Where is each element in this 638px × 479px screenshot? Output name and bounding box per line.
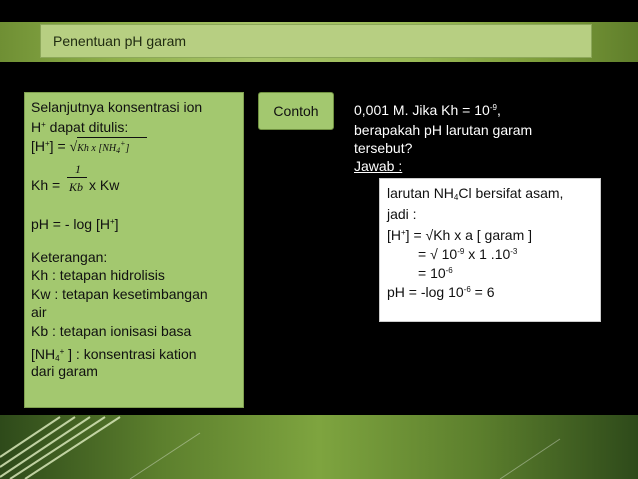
kh-suffix: x Kw (89, 177, 120, 193)
fraction-bar (67, 177, 87, 178)
question-line-2: berapakah pH larutan garam (354, 122, 533, 138)
nh4-definition: [$NH_4^+$ ] : konsentrasi kation (31, 346, 197, 363)
kh-definition: Kh : tetapan hidrolisis (31, 267, 165, 283)
sqrt-overline (77, 137, 147, 138)
kw-definition-2: air (31, 304, 47, 320)
definition-panel (24, 92, 244, 408)
answer-line-3: [H+] = √Kh x a [ garam ] (387, 227, 533, 243)
kh-denominator: Kb (69, 180, 84, 194)
kw-definition: Kw : tetapan kesetimbangan (31, 286, 208, 302)
title-box (40, 24, 592, 58)
contoh-button[interactable]: Contoh (258, 92, 334, 130)
sqrt-symbol-icon: √ (69, 140, 78, 155)
h-formula-line: [H+] = √Kh x $[NH_4^+]$ (31, 138, 130, 155)
question-line-3: tersebut? (354, 140, 413, 156)
page-title: Penentuan pH garam (53, 33, 187, 49)
kb-definition: Kb : tetapan ionisasi basa (31, 323, 192, 339)
jawab-label: Jawab : (354, 158, 403, 174)
kh-label: Kh = (31, 177, 61, 193)
answer-line-1: larutan $NH_4Cl$ bersifat asam, (387, 185, 564, 202)
answer-box (379, 178, 601, 322)
answer-line-5: = $10^{-6}$ (418, 265, 453, 281)
keterangan-heading: Keterangan: (31, 249, 108, 265)
question-line-1: 0,001 M. Jika $Kh = 10^{-9}$, (354, 102, 501, 118)
answer-line-4: = √ $10^{-9}$ x 1 $.10^{-3}$ (418, 246, 518, 262)
stripe-pattern-icon (0, 415, 638, 479)
ph-line: pH = - log [H+] (31, 216, 119, 232)
answer-line-6: pH = -log $10^{-6} = 6$ (387, 284, 495, 300)
nh4-definition-2: dari garam (31, 363, 98, 379)
intro-line-1: Selanjutnya konsentrasi ion (31, 99, 203, 115)
answer-line-2: jadi : (387, 206, 417, 222)
intro-line-2: H+ dapat ditulis: (31, 119, 129, 135)
h-formula: Kh x $[NH_4^+]$ (77, 139, 130, 155)
bottom-decoration (0, 415, 638, 479)
kh-numerator: 1 (75, 162, 81, 176)
